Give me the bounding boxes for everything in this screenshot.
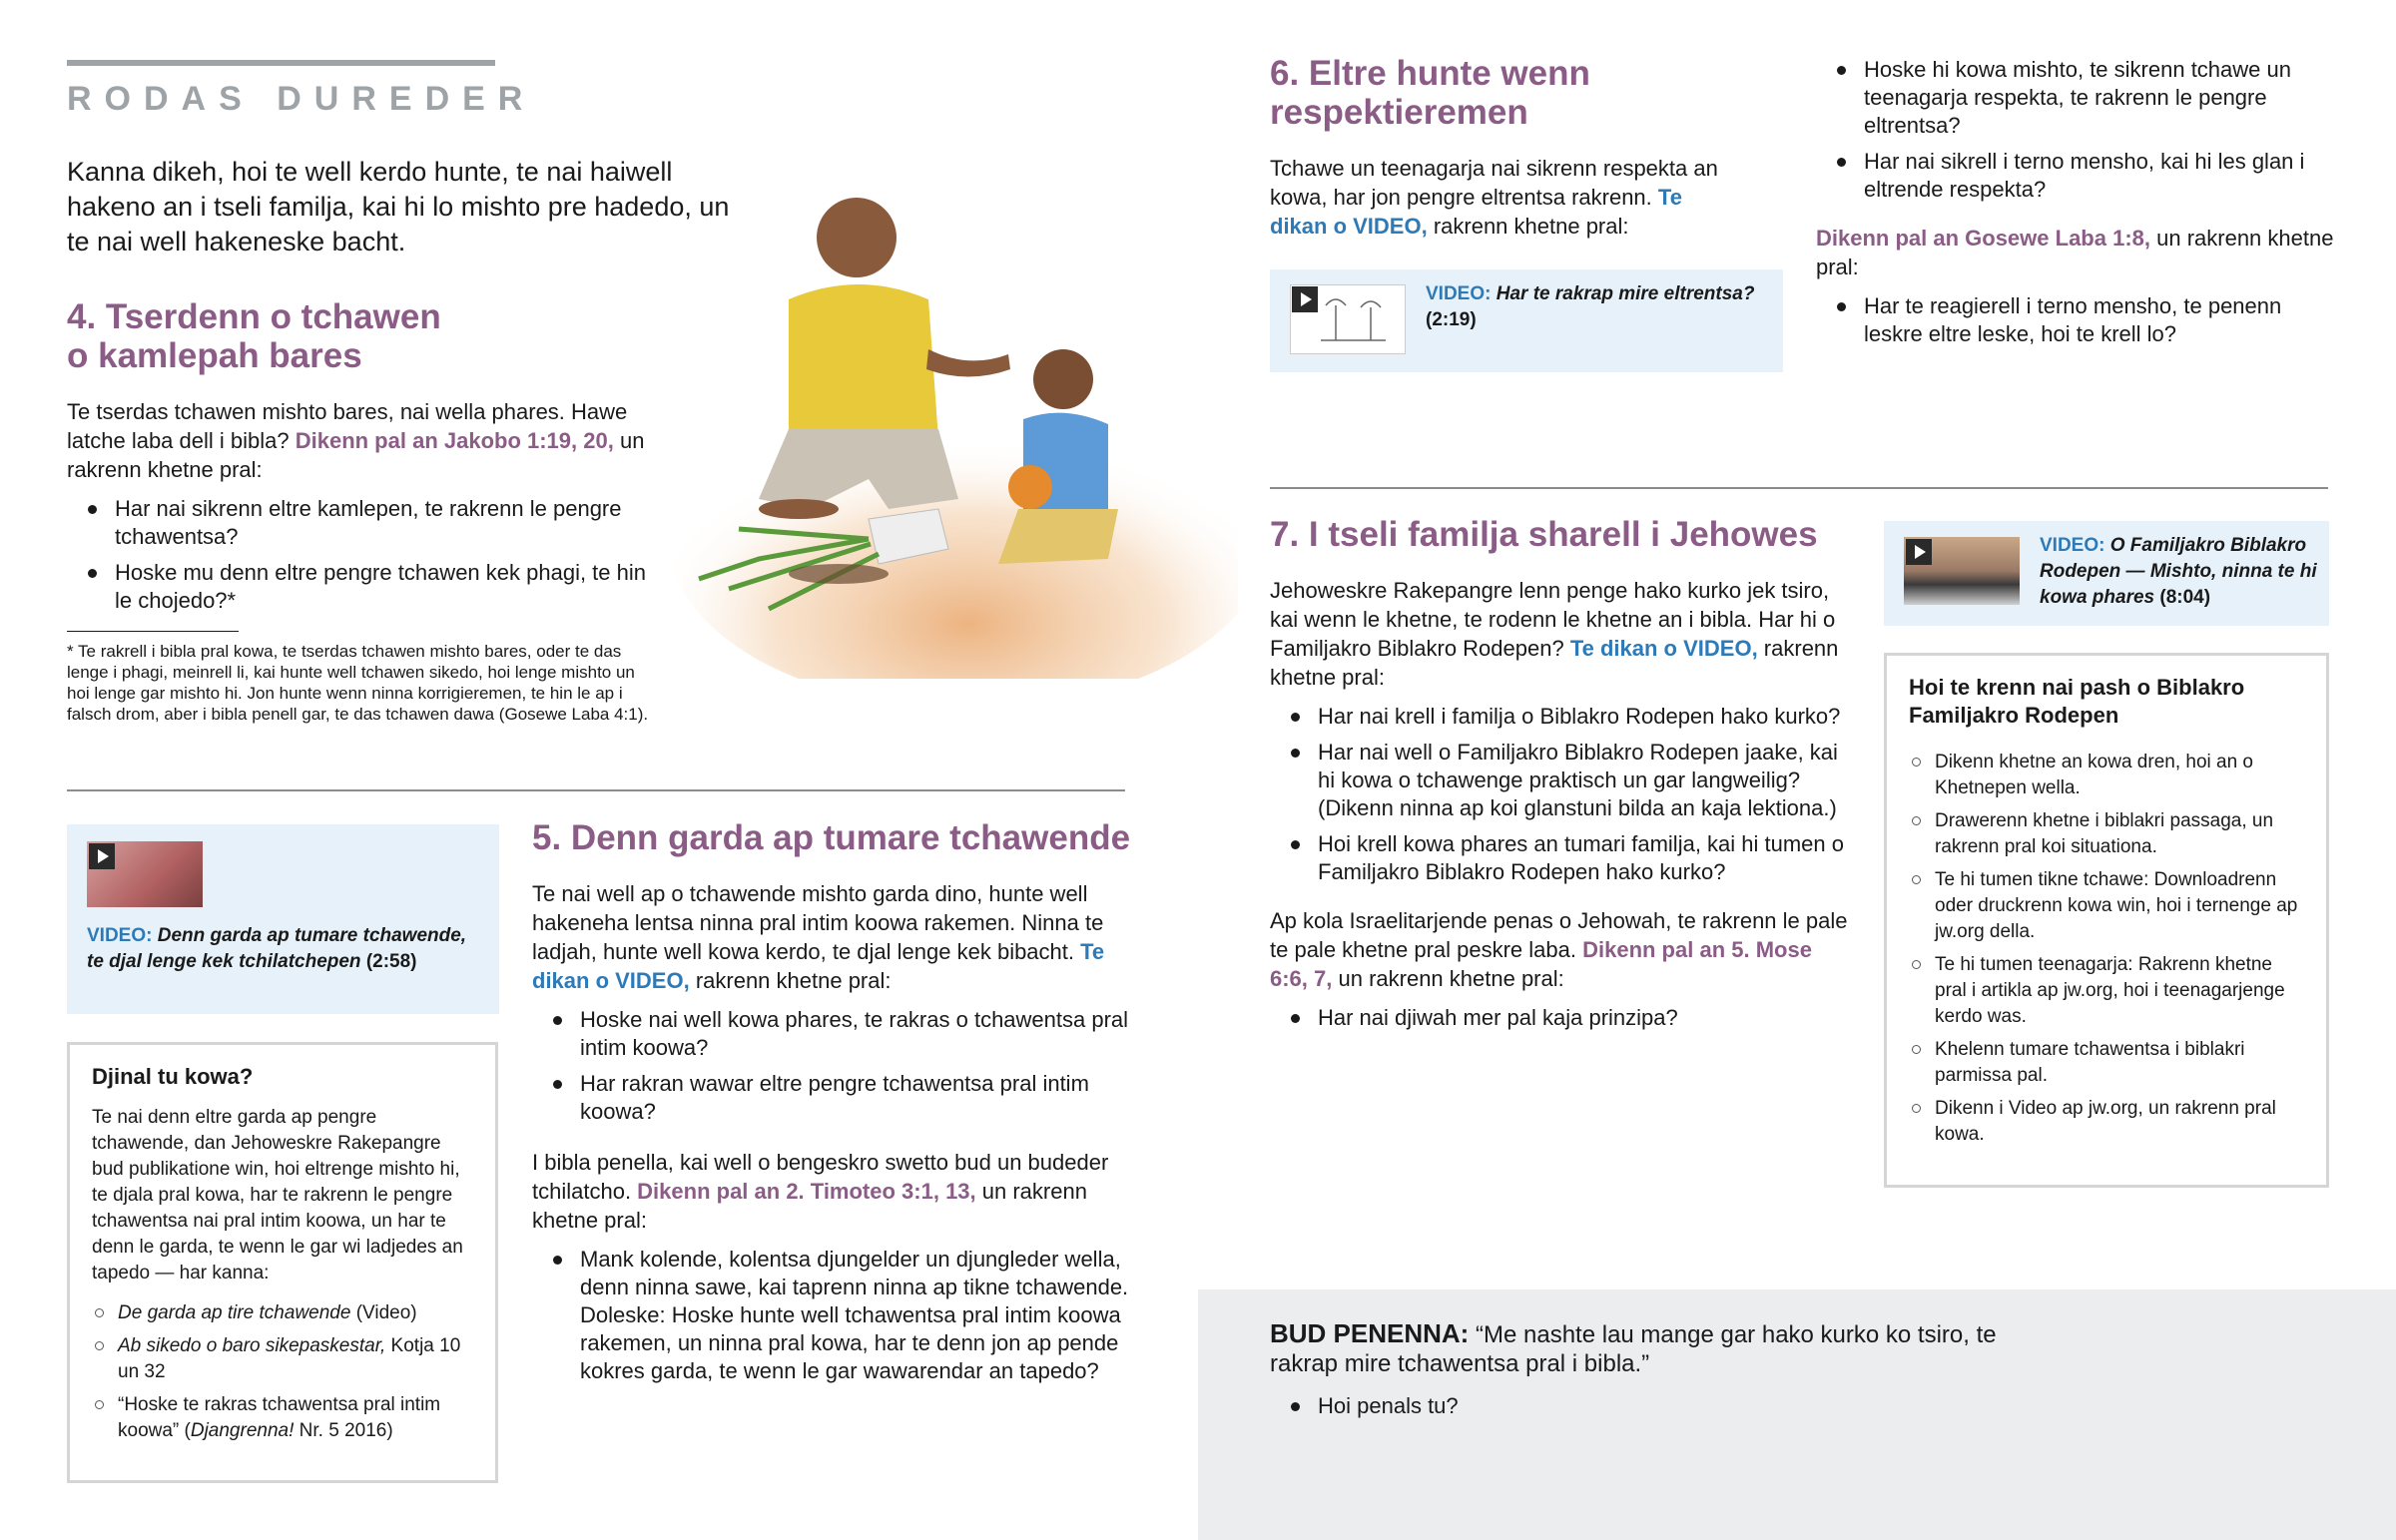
scripture-link[interactable]: Dikenn pal an Jakobo 1:19, 20, (295, 428, 614, 453)
tip-item: Drawerenn khetne i biblakri passaga, un rakrenn pral koi situationa. (1909, 808, 2304, 860)
tip-item: Te hi tumen tikne tchawe: Downloadrenn oder druckrenn kowa win, hoi i ternenge ap jw.org della. (1909, 867, 2304, 945)
video-title[interactable]: Denn garda ap tumare tchawende, te djal lenge kek tchilatchepen (87, 925, 467, 972)
video-caption (2040, 533, 2319, 611)
section-7 (1270, 515, 1849, 1040)
section-4-text-end: un rakrenn khetne pral: (67, 428, 645, 482)
section-6-body-2 (1816, 224, 2335, 281)
publication-note: Nr. 5 2016) (294, 1420, 393, 1441)
scripture-link[interactable]: Dikenn pal an Gosewe Laba 1:8, (1816, 226, 2150, 251)
section-6 (1270, 54, 1789, 241)
question-item: Har nai djiwah mer pal kaja prinzipa? (1270, 1004, 1849, 1032)
bud-penenna (1270, 1319, 2009, 1428)
section-7-text: Ap kola Israelitarjende penas o Jehowah, te rakrenn le pale te pale khetne pral peskre laba. (1270, 908, 1848, 962)
section-7-title: 7. I tseli familja sharell i Jehowes (1270, 515, 1818, 554)
section-6-continued (1816, 56, 2335, 356)
question-item: Hoske hi kowa mishto, te sikrenn tchawe un teenagarja respekta, te rakrenn le pengre eltrentsa? (1816, 56, 2335, 140)
tips-list (1909, 750, 2304, 1148)
info-box-djinal (67, 1042, 498, 1483)
divider-left (67, 789, 1125, 791)
section-6-title-line2: respektieremen (1270, 93, 1528, 132)
section-6-text-end: rakrenn khetne pral: (1427, 214, 1629, 239)
publication-title: “Hoske te rakras tchawentsa pral intim koowa” ( (118, 1394, 441, 1441)
section-6-title-line1: 6. Eltre hunte wenn (1270, 54, 1590, 93)
video-label: VIDEO: (87, 925, 153, 946)
tip-item: Dikenn i Video ap jw.org, un rakrenn pral kowa. (1909, 1096, 2304, 1148)
question-item: Har nai krell i familja o Biblakro Rodepen hako kurko? (1270, 703, 1849, 731)
publication-item[interactable] (92, 1392, 473, 1444)
intro-paragraph: Kanna dikeh, hoi te well kerdo hunte, te nai haiwell hakeno an i tseli familja, kai hi lo mishto pre hadedo, un te nai well hakeneske bacht. (67, 157, 730, 257)
section-6-text: Tchawe un teenagarja nai sikrenn respekta an kowa, har jon pengre eltrentsa rakrenn. (1270, 156, 1718, 210)
bud-penenna-questions (1270, 1392, 2009, 1420)
section-7-questions-2 (1270, 1004, 1849, 1032)
question-item: Hoske mu denn eltre pengre tchawen kek phagi, te hin le chojedo?* (67, 559, 666, 615)
question-item: Hoi krell kowa phares an tumari familja, kai hi tumen o Familjakro Biblakro Rodepen hako kurko? (1270, 830, 1849, 886)
section-5-questions-2 (532, 1246, 1131, 1385)
video-duration: (8:04) (2159, 587, 2211, 608)
publication-list (92, 1300, 473, 1444)
section-5-title: 5. Denn garda ap tumare tchawende (532, 818, 1131, 857)
video-duration: (2:58) (365, 951, 417, 972)
section-6-questions-2 (1816, 292, 2335, 348)
video-label: VIDEO: (1426, 283, 1492, 304)
publication-note: Kotja 10 un 32 (118, 1335, 461, 1382)
section-6-title (1270, 54, 1789, 132)
question-item: Har nai sikrell i terno mensho, kai hi les glan i eltrende respekta? (1816, 148, 2335, 204)
section-5-body-2 (532, 1148, 1131, 1235)
scripture-link[interactable]: Dikenn pal an 2. Timoteo 3:1, 13, (637, 1179, 976, 1204)
play-icon[interactable] (1292, 286, 1318, 312)
bud-penenna-quote (1270, 1319, 2009, 1378)
publication-source: Djangrenna! (190, 1420, 295, 1441)
section-5-text: I bibla penella, kai well o bengeskro swetto bud un budeder tchilatcho. (532, 1150, 1109, 1204)
bud-penenna-text: “Me nashte lau mange gar hako kurko ko tsiro, te rakrap mire tchawentsa pral i bibla.” (1270, 1321, 1997, 1377)
question-item: Hoi penals tu? (1270, 1392, 2009, 1420)
video-title[interactable]: Har te rakrap mire eltrentsa? (1496, 283, 1755, 304)
play-icon[interactable] (1906, 539, 1932, 565)
section-7-text: Jehoweskre Rakepangre lenn penge hako kurko jek tsiro, kai wenn le khetne, te rodenn le khetne an i bibla. Har hi o Familjakro Biblakro Rodepen? (1270, 578, 1836, 661)
tip-item: Dikenn khetne an kowa dren, hoi an o Khetnepen wella. (1909, 750, 2304, 801)
section-4-body (67, 397, 666, 484)
question-item: Har nai well o Familjakro Biblakro Rodepen jaake, kai hi kowa o tchawenge praktisch un gar langweilig? (Dikenn ninna ap koi glanstuni bilda an kaja lektiona.) (1270, 739, 1849, 822)
question-item: Har rakran wawar eltre pengre tchawentsa pral intim koowa? (532, 1070, 1131, 1126)
video-link[interactable]: Te dikan o VIDEO, (1270, 185, 1682, 239)
section-7-text-end: un rakrenn khetne pral: (1332, 966, 1564, 991)
video-caption (1426, 281, 1765, 333)
section-7-questions (1270, 703, 1849, 886)
section-4-title-line2: o kamlepah bares (67, 336, 362, 375)
video-title[interactable]: O Familjakro Biblakro Rodepen — Mishto, ninna te hi kowa phares (2040, 535, 2317, 608)
publication-item[interactable] (92, 1300, 473, 1326)
section-6-text-end: un rakrenn khetne pral: (1816, 226, 2334, 279)
question-item: Mank kolende, kolentsa djungelder un djungleder wella, denn ninna sawe, kai taprenn ninna ap tikne tchawende. Doleske: Hoske hunte well tchawentsa pral intim koowa rakemen, un ninna pral kowa, har te denn jon ap pende kokres garda, te wenn le gar wawarendar an tapedo? (532, 1246, 1131, 1385)
section-5 (532, 818, 1131, 1393)
section-title: RODAS DUREDER (67, 80, 536, 118)
section-5-text-end: un rakrenn khetne pral: (532, 1179, 1087, 1233)
section-5-questions (532, 1006, 1131, 1126)
publication-title: De garda ap tire tchawende (118, 1302, 351, 1323)
publication-note: (Video) (350, 1302, 417, 1323)
video-link[interactable]: Te dikan o VIDEO, (1569, 636, 1758, 661)
video-card-familjakro[interactable] (1884, 521, 2329, 626)
info-box-tips (1884, 653, 2329, 1188)
question-item: Hoske nai well kowa phares, te rakras o tchawentsa pral intim koowa? (532, 1006, 1131, 1062)
info-box-body: Te nai denn eltre garda ap pengre tchawende, dan Jehoweskre Rakepangre bud publikatione win, hoi eltrenge mishto hi, te djala pral kowa, har te rakrenn le pengre tchawentsa nai pral intim koowa, un har te denn le garda, te wenn le gar wi ladjedes an tapedo — har kanna: (92, 1107, 463, 1283)
footnote-rule (67, 631, 239, 632)
scripture-link[interactable]: Dikenn pal an 5. Mose 6:6, 7, (1270, 937, 1812, 991)
section-4-title-line1: 4. Tserdenn o tchawen (67, 297, 441, 336)
video-link[interactable]: Te dikan o VIDEO, (532, 939, 1105, 993)
section-4 (67, 297, 666, 623)
video-card-garda[interactable] (67, 824, 499, 1014)
section-7-body-2 (1270, 906, 1849, 993)
question-item: Har nai sikrenn eltre kamlepen, te rakrenn le pengre tchawentsa? (67, 495, 666, 551)
section-6-questions (1816, 56, 2335, 204)
play-icon[interactable] (89, 843, 115, 869)
tip-item: Khelenn tumare tchawentsa i biblakri parmissa pal. (1909, 1037, 2304, 1089)
question-item: Har te reagierell i terno mensho, te penenn leskre eltre leske, hoi te krell lo? (1816, 292, 2335, 348)
footnote: * Te rakrell i bibla pral kowa, te tserdas tchawen mishto bares, oder te das lenge i phagi, meinrell li, kai hunte well tchawen sikedo, hoi lenge mishto un hoi lenge gar mishto hi. Jon hunte wenn ninna korrigieremen, te hin le ap i falsch drom, aber i bibla penell gar, te das tchawen dawa (Gosewe Laba 4:1). (67, 642, 649, 724)
video-label: VIDEO: (2040, 535, 2105, 556)
tip-item: Te hi tumen teenagarja: Rakrenn khetne pral i artikla ap jw.org, hoi i teenagarjenge kerdo was. (1909, 952, 2304, 1030)
section-4-text: Te tserdas tchawen mishto bares, nai wella phares. Hawe latche laba dell i bibla? (67, 399, 628, 453)
section-6-body (1270, 154, 1724, 241)
top-rule (67, 60, 495, 66)
section-7-body (1270, 576, 1849, 692)
section-5-text-end: rakrenn khetne pral: (689, 968, 892, 993)
section-4-title (67, 297, 666, 375)
publication-item[interactable] (92, 1333, 473, 1385)
info-box-title: Hoi te krenn nai pash o Biblakro Familjakro Rodepen (1909, 675, 2245, 728)
section-5-text: Te nai well ap o tchawende mishto garda dino, hunte well hakeneha lentsa ninna pral intim koowa rakemen. Ninna te ladjah, hunte well kowa kerdo, te djal lenge kek bibacht. (532, 881, 1104, 964)
section-5-body (532, 879, 1131, 995)
info-box-title: Djinal tu kowa? (92, 1064, 254, 1089)
video-duration: (2:19) (1426, 309, 1477, 330)
video-caption (87, 923, 486, 975)
illustration-father-son (639, 180, 1238, 679)
publication-title: Ab sikedo o baro sikepaskestar, (118, 1335, 386, 1356)
video-card-eltrentsa[interactable] (1270, 269, 1783, 372)
bud-penenna-label: BUD PENENNA: (1270, 1318, 1470, 1348)
divider-right (1270, 487, 2328, 489)
section-4-questions (67, 495, 666, 615)
section-7-text-end: rakrenn khetne pral: (1270, 636, 1839, 690)
